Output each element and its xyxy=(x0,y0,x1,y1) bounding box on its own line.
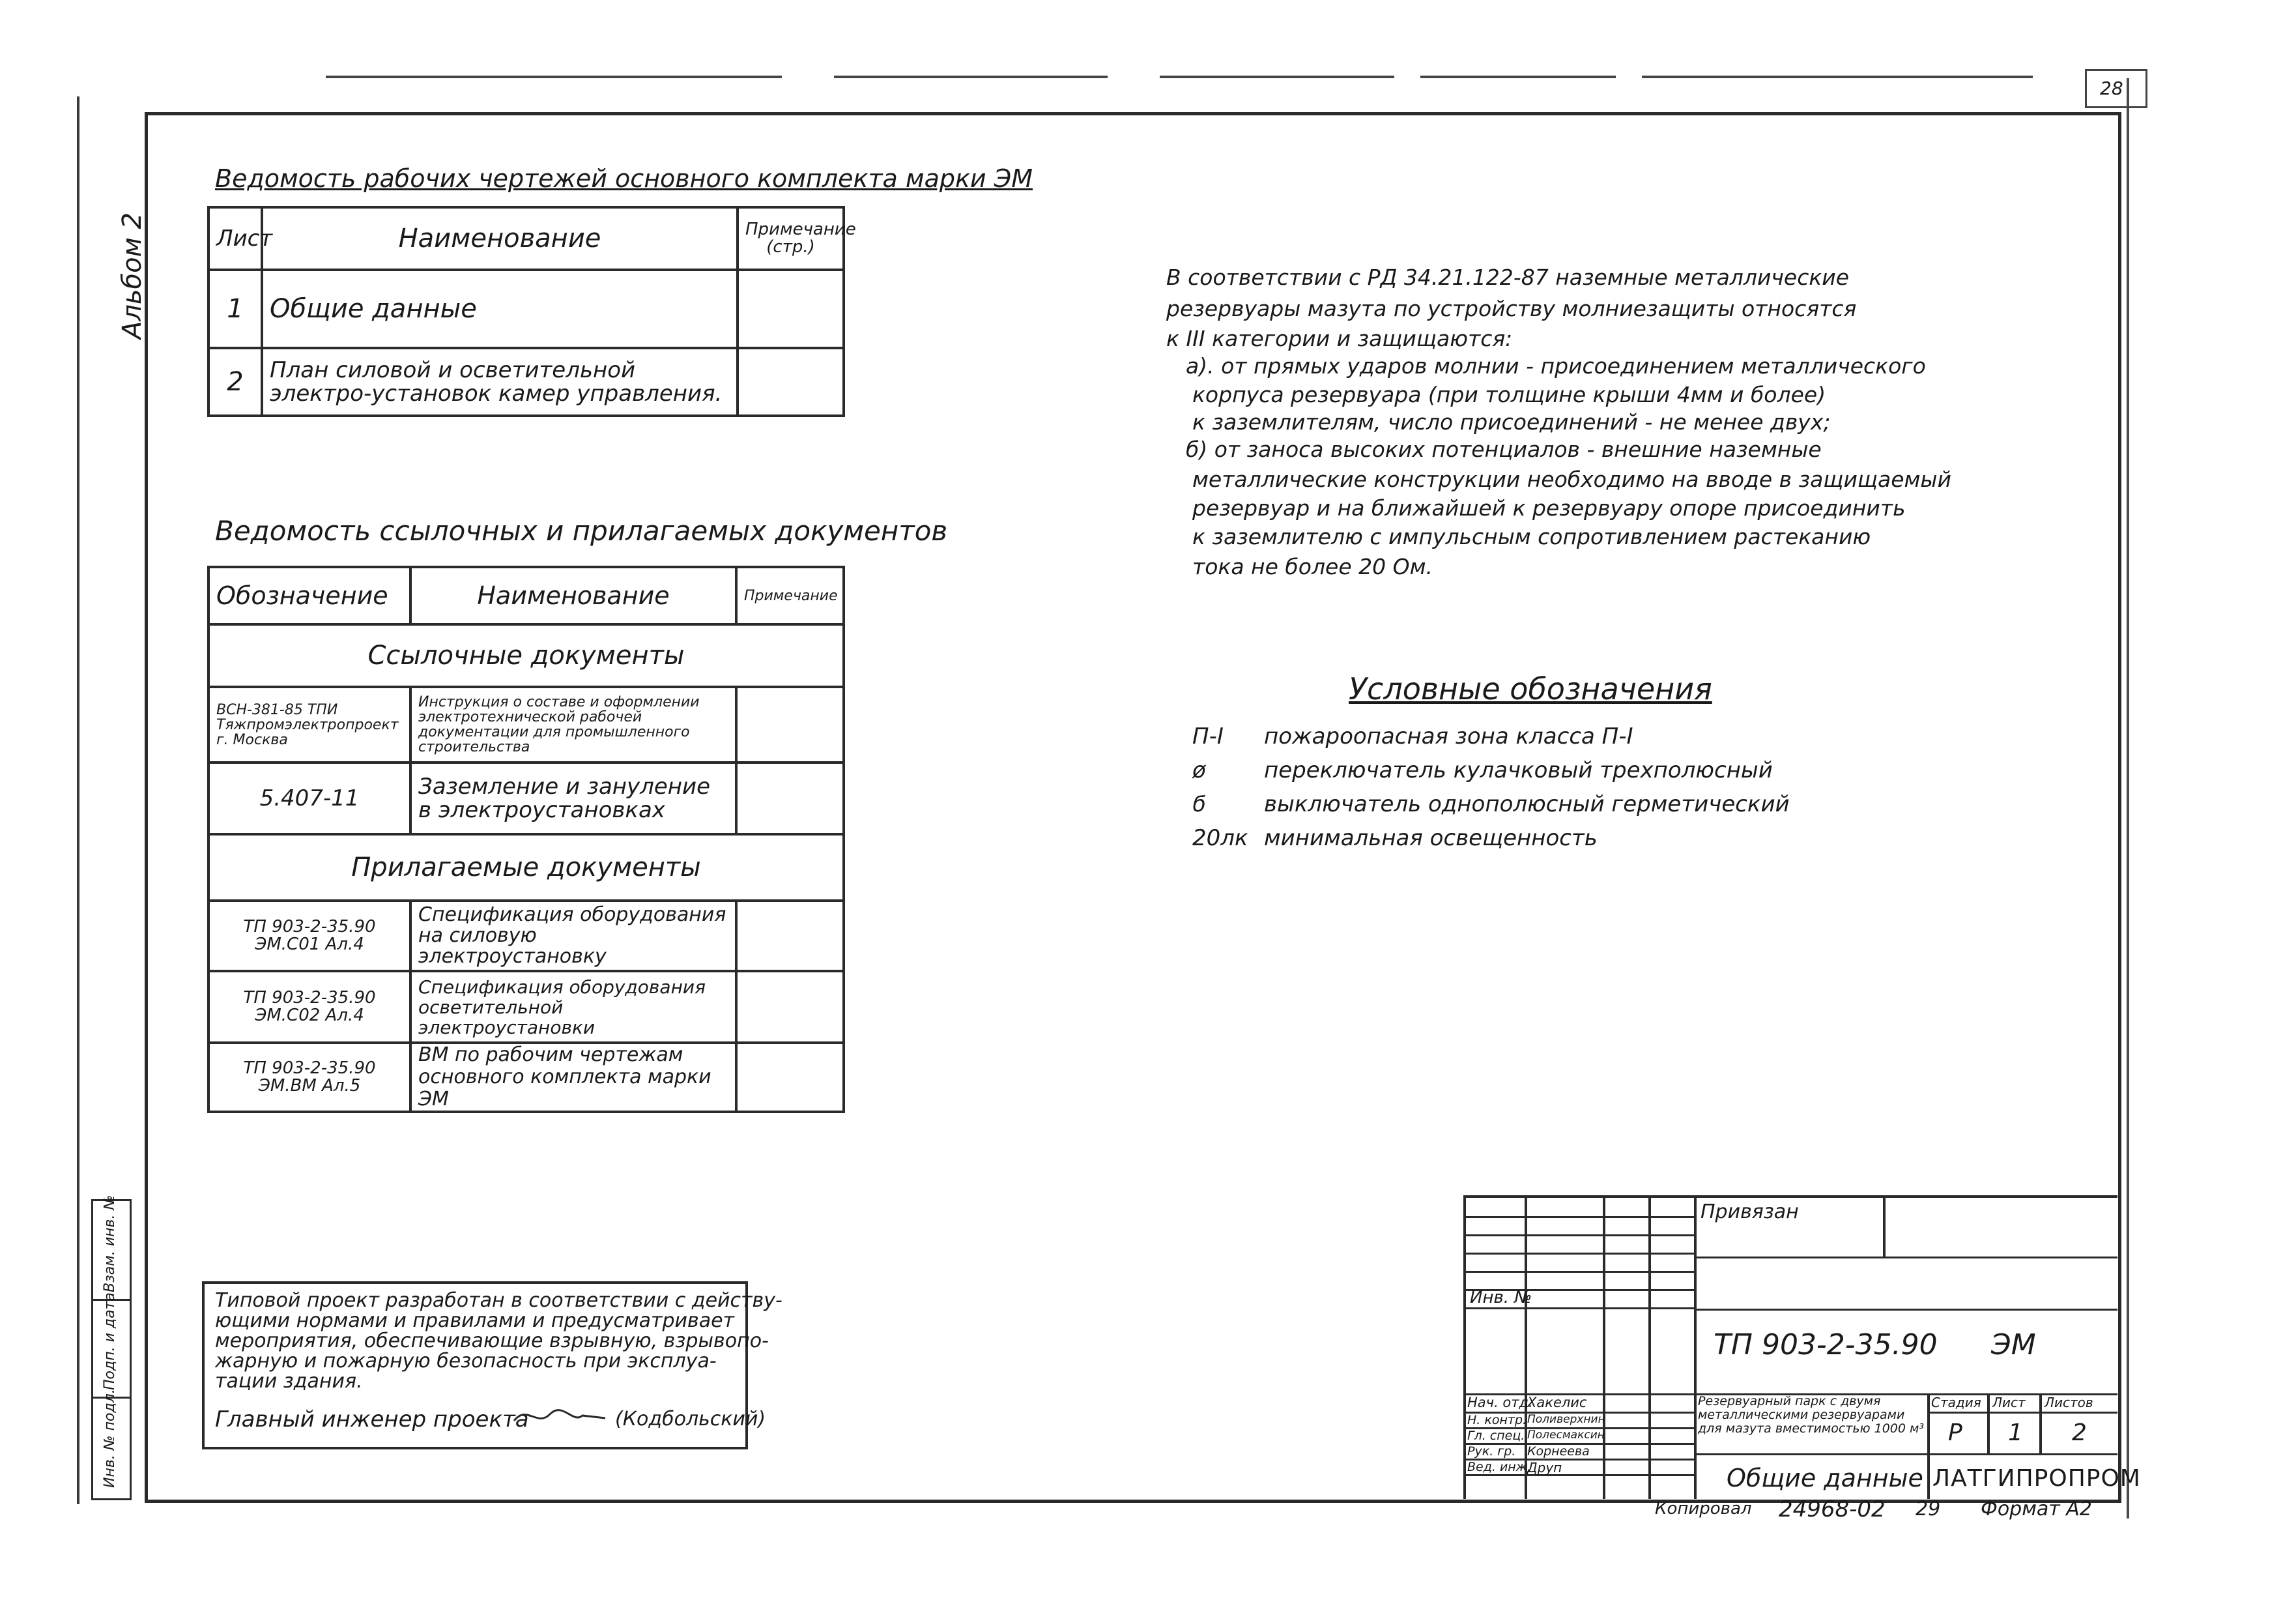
row-note xyxy=(736,687,844,763)
header-designation: Обозначение xyxy=(208,567,410,624)
sheet-value: 1 xyxy=(2008,1419,2023,1446)
doc-mark: ЭМ xyxy=(1991,1328,2036,1361)
row-designation: ТП 903-2-35.90 ЭМ.ВМ Ал.5 xyxy=(208,1043,410,1112)
role-name: Поливерхнин xyxy=(1527,1413,1605,1426)
legend-text: переключатель кулачковый трехполюсный xyxy=(1264,757,1773,783)
side-stamp xyxy=(91,1195,132,1500)
header-note: Примечание xyxy=(736,567,844,624)
row-note xyxy=(736,971,844,1043)
org-name: ЛАТГИПРОПРОМ xyxy=(1932,1465,2141,1492)
table-header-row xyxy=(208,567,844,624)
note-line: к III категории и защищаются: xyxy=(1166,326,1513,351)
sheet-right-edge xyxy=(2127,78,2129,1519)
sheets-header: Листов xyxy=(2045,1395,2093,1410)
chief-engineer-name: (Кодбольский) xyxy=(615,1408,766,1431)
row-sheet: 1 xyxy=(208,270,262,348)
sheet-header: Лист xyxy=(1992,1395,2026,1410)
note-line: б) от заноса высоких потенциалов - внешние наземные xyxy=(1186,437,1822,462)
note-line: к заземлителю с импульсным сопротивлением растеканию xyxy=(1192,524,1871,549)
legend-text: пожароопасная зона класса П-I xyxy=(1264,723,1633,749)
top-dash-line xyxy=(834,76,1108,78)
role-name: Друп xyxy=(1527,1460,1562,1475)
note-line: к заземлителям, число присоединений - не менее двух; xyxy=(1192,409,1831,435)
role-name: Хакелис xyxy=(1527,1395,1587,1410)
doc-code: ТП 903-2-35.90 xyxy=(1714,1328,1938,1361)
role-name: Полесмаксин xyxy=(1527,1429,1605,1442)
stage-header: Стадия xyxy=(1931,1395,1981,1410)
row-designation: ВСН-381-85 ТПИ Тяжпромэлектропроект г. Москва xyxy=(208,687,410,763)
table-row xyxy=(208,971,844,1043)
row-name: План силовой и осветительной электро-установок камер управления. xyxy=(262,348,738,416)
section-row xyxy=(208,624,844,687)
table2-title: Ведомость ссылочных и прилагаемых документов xyxy=(215,515,948,547)
drawings-table xyxy=(207,206,856,417)
section-ref-label: Ссылочные документы xyxy=(208,624,844,687)
row-designation: ТП 903-2-35.90 ЭМ.С02 Ал.4 xyxy=(208,971,410,1043)
breaker-symbol-icon: ϭ xyxy=(1192,791,1206,817)
role-label: Рук. гр. xyxy=(1467,1444,1516,1459)
role-label: Нач. отд. xyxy=(1467,1395,1533,1410)
stage-value: Р xyxy=(1948,1419,1962,1446)
row-name: Заземление и зануление в электроустановках xyxy=(410,763,736,834)
side-stamp-label: Подп. и дата xyxy=(102,1292,118,1390)
table-row xyxy=(208,687,844,763)
approval-line: Типовой проект разработан в соответствии с действу- xyxy=(215,1289,782,1312)
note-line: тока не более 20 Ом. xyxy=(1192,554,1433,579)
sheet-title: Общие данные xyxy=(1727,1464,1923,1492)
top-dash-line xyxy=(1642,76,2033,78)
title-block xyxy=(1463,1195,2141,1499)
table-header-row xyxy=(208,207,844,270)
note-line: корпуса резервуара (при толщине крыши 4мм и более) xyxy=(1192,382,1826,407)
note-line: резервуары мазута по устройству молниезащиты относятся xyxy=(1166,296,1857,321)
header-name: Наименование xyxy=(262,207,738,270)
order-number: 24968-02 xyxy=(1779,1496,1886,1522)
note-line: а). от прямых ударов молнии - присоединением металлического xyxy=(1186,353,1926,379)
privyazan-label: Привязан xyxy=(1700,1200,1799,1223)
row-designation: 5.407-11 xyxy=(208,763,410,834)
side-stamp-label: Взам. инв. № xyxy=(102,1195,118,1292)
table1-title: Ведомость рабочих чертежей основного комплекта марки ЭМ xyxy=(215,164,1033,193)
section-row xyxy=(208,834,844,901)
header-sheet: Лист xyxy=(208,207,262,270)
legend-text: выключатель однополюсный герметический xyxy=(1264,791,1790,817)
table-row xyxy=(208,901,844,971)
row-note xyxy=(736,763,844,834)
object-title: Резервуарный парк с двумя металлическими резервуарами для мазута вместимостью 1000 м³ xyxy=(1698,1394,1924,1436)
role-label: Вед. инж. xyxy=(1467,1460,1531,1474)
role-label: Гл. спец. xyxy=(1467,1429,1525,1443)
note-line: В соответствии с РД 34.21.122-87 наземные металлические xyxy=(1166,265,1850,290)
role-name: Корнеева xyxy=(1527,1444,1590,1459)
sheet-left-edge xyxy=(77,96,79,1504)
chief-engineer-label: Главный инженер проекта xyxy=(215,1406,529,1432)
section-att-label: Прилагаемые документы xyxy=(208,834,844,901)
row-name: Инструкция о составе и оформлении электротехнической рабочей документации для промышленного строительства xyxy=(410,687,736,763)
note-line: резервуар и на ближайшей к резервуару опоре присоединить xyxy=(1192,495,1906,521)
page-number-box xyxy=(2085,69,2147,108)
table-row xyxy=(208,1043,844,1112)
legend-symbol: 20лк xyxy=(1192,825,1248,851)
table-row xyxy=(208,348,844,416)
format-label: Формат А2 xyxy=(1981,1498,2092,1520)
row-name: Спецификация оборудования осветительной электроустановки xyxy=(410,971,736,1043)
legend-list xyxy=(1192,723,1844,873)
album-label: Альбом 2 xyxy=(117,212,147,339)
approval-note-box xyxy=(202,1281,782,1449)
documents-table xyxy=(207,566,845,1113)
table-row xyxy=(208,763,844,834)
top-dash-line xyxy=(326,76,782,78)
legend-text: минимальная освещенность xyxy=(1264,825,1598,851)
approval-line: ющими нормами и правилами и предусматривает xyxy=(215,1309,735,1332)
approval-line: тации здания. xyxy=(215,1370,363,1393)
row-note xyxy=(738,270,844,348)
table-row xyxy=(208,270,844,348)
switch-symbol-icon: ø xyxy=(1192,757,1206,783)
page-number: 28 xyxy=(2100,78,2123,99)
approval-line: жарную и пожарную безопасность при эксплуа- xyxy=(215,1350,717,1373)
legend-symbol: П-I xyxy=(1192,723,1224,749)
top-dash-line xyxy=(1160,76,1394,78)
role-label: Н. контр. xyxy=(1467,1413,1527,1427)
approval-line: мероприятия, обеспечивающие взрывную, взрывопо- xyxy=(215,1330,769,1352)
top-dash-line xyxy=(1420,76,1616,78)
row-name: Общие данные xyxy=(262,270,738,348)
side-stamp-label: Инв. № подл. xyxy=(102,1389,118,1488)
row-note xyxy=(736,1043,844,1112)
inv-no-label: Инв. № xyxy=(1470,1288,1532,1307)
header-note: Примечание (стр.) xyxy=(738,207,844,270)
sheets-value: 2 xyxy=(2072,1419,2087,1446)
row-note xyxy=(738,348,844,416)
row-name: Спецификация оборудования на силовую электроустановку xyxy=(410,901,736,971)
header-name: Наименование xyxy=(410,567,736,624)
row-name: ВМ по рабочим чертежам основного комплекта марки ЭМ xyxy=(410,1043,736,1112)
copied-label: Копировал xyxy=(1655,1499,1752,1519)
footer-num: 29 xyxy=(1916,1498,1941,1520)
row-sheet: 2 xyxy=(208,348,262,416)
legend-title: Условные обозначения xyxy=(1349,671,1712,706)
note-line: металлические конструкции необходимо на вводе в защищаемый xyxy=(1192,467,1951,492)
row-note xyxy=(736,901,844,971)
row-designation: ТП 903-2-35.90 ЭМ.С01 Ал.4 xyxy=(208,901,410,971)
signature-mark xyxy=(511,1401,609,1434)
